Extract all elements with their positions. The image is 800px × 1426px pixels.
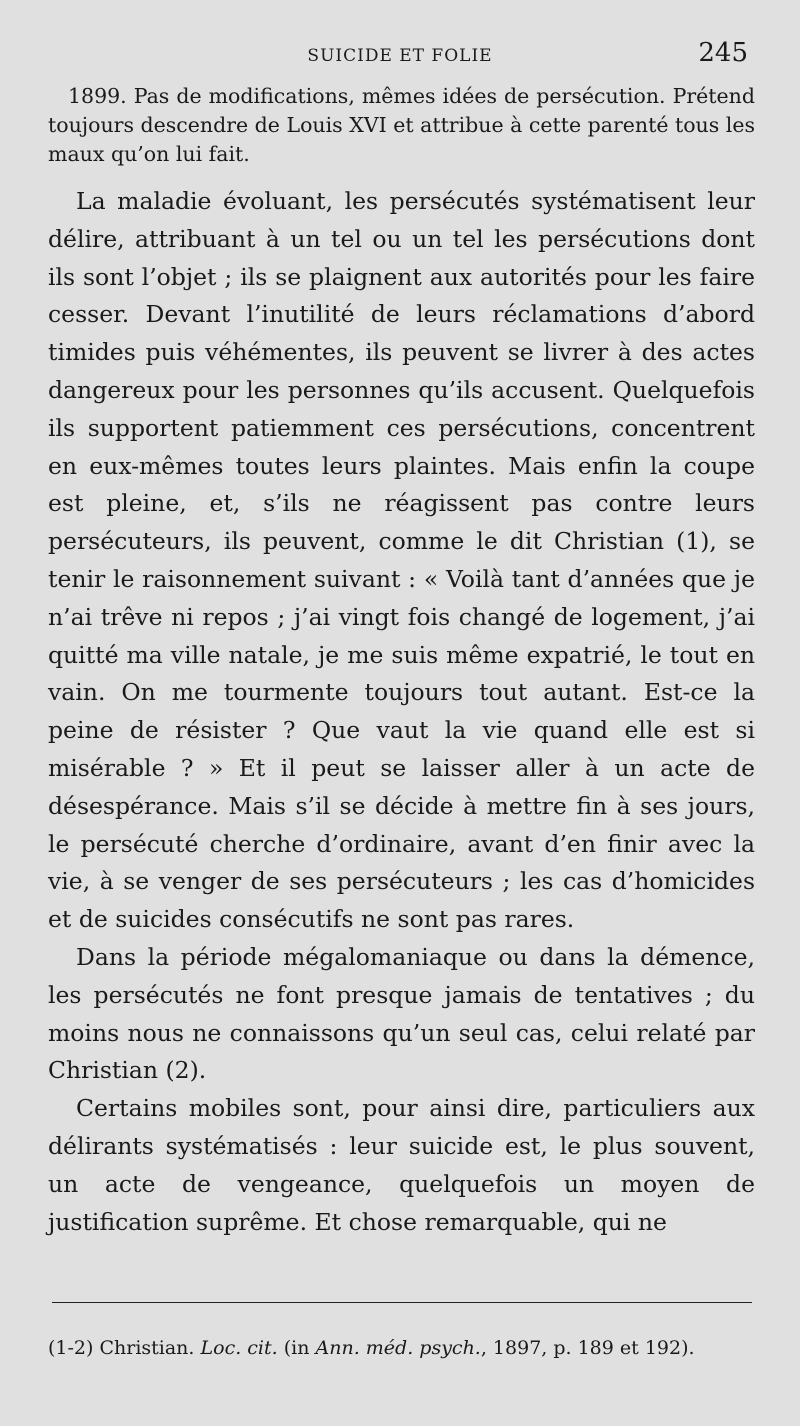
footnote-loc-cit: Loc. cit.: [200, 1337, 278, 1359]
paragraph-4: Certains mobiles sont, pour ainsi dire, particuliers aux délirants systématisés : leur suicide est, le plus souvent, un acte de vengeance, quelquefois un moyen de justification suprême. Et chose remarquable, qui ne: [48, 1094, 755, 1236]
paragraph-2: La maladie évoluant, les persécutés systématisent leur délire, attribuant à un tel ou un tel les persécutions dont ils sont l’objet ; ils se plaignent aux autorités pour les faire cesser. Devant l’inutilité de leurs réclamations d’abord timides puis véhémentes, ils peuvent se livrer à des actes dangereux pour les personnes qu’ils accusent. Quelquefois ils supportent patiemment ces persécutions, concentrent en eux-mêmes toutes leurs plaintes. Mais enfin la coupe est pleine, et, s’ils ne réagissent pas contre leurs persécuteurs, ils peuvent, comme le dit Christian (1), se tenir le raisonnement suivant : « Voilà tant d’années que je n’ai trêve ni repos ; j’ai vingt fois changé de logement, j’ai quitté ma ville natale, je me suis même expatrié, le tout en vain. On me tourmente toujours tout autant. Est-ce la peine de résister ? Que vaut la vie quand elle est si misérable ? » Et il peut se laisser aller à un acte de désespérance. Mais s’il se décide à mettre fin à ses jours, le persécuté cherche d’ordinaire, avant d’en finir avec la vie, à se venger de ses persécuteurs ; les cas d’homicides et de suicides consécutifs ne sont pas rares.: [48, 187, 755, 934]
footnote-suffix: , 1897, p. 189 et 192).: [480, 1337, 695, 1359]
paragraph-1: 1899. Pas de modifications, mêmes idées de persécution. Prétend toujours descendre de Louis XVI et attribue à cette parenté tous les maux qu’on lui fait.: [48, 84, 755, 166]
page-number: 245: [698, 38, 748, 68]
paragraph-3: Dans la période mégalomaniaque ou dans la démence, les persécutés ne font presque jamais de tentatives ; du moins nous ne connaissons qu’un seul cas, celui relaté par Christian (2).: [48, 942, 755, 1085]
footnote-divider: [52, 1302, 752, 1303]
footnote-prefix: (1-2) Christian.: [48, 1337, 201, 1359]
footnote: [48, 1334, 755, 1363]
running-head: [0, 38, 800, 78]
body-text: [48, 82, 755, 1241]
running-title: SUICIDE ET FOLIE: [307, 46, 493, 66]
footnote-mid: (in: [277, 1337, 316, 1359]
footnote-journal: Ann. méd. psych.: [315, 1337, 481, 1359]
